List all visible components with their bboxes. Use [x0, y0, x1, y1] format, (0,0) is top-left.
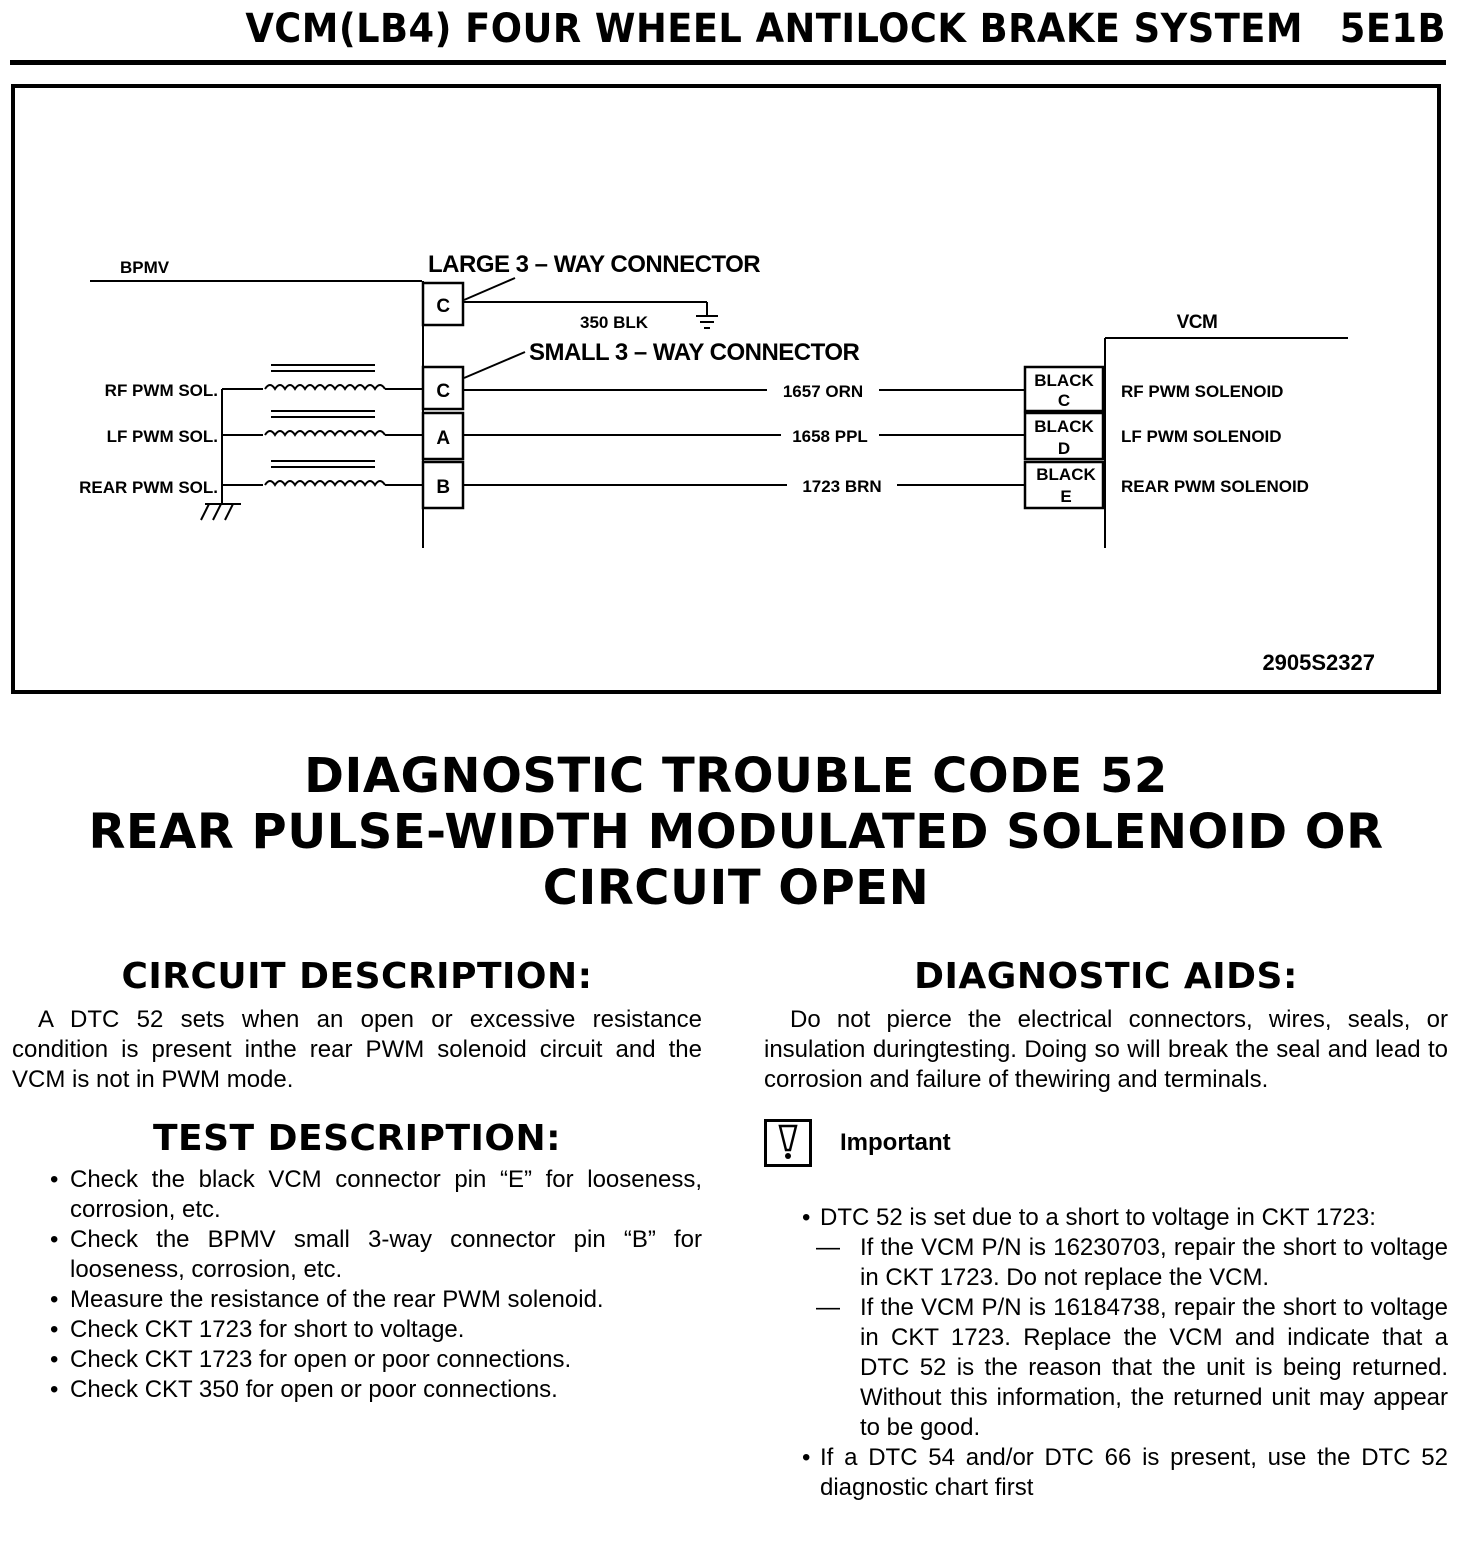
sub-list-item: — If the VCM P/N is 16230703, repair the short to voltage in CKT 1723. Do not replace the VCM. [816, 1233, 1448, 1293]
test-description-list [12, 1165, 702, 1405]
small-pin-a: A [436, 428, 450, 449]
header-rule [10, 60, 1446, 65]
diagnostic-aids-text: Do not pierce the electrical connectors, wires, seals, or insulation duringtesting. Doing so will break the seal and lead to corrosion and failure of thewiring and terminals. [764, 1006, 1448, 1093]
list-item: • Check CKT 1723 for open or poor connections. [12, 1345, 702, 1375]
lf-solenoid-label: LF PWM SOL. [106, 427, 218, 446]
sub-list-item: — If the VCM P/N is 16184738, repair the short to voltage in CKT 1723. Replace the VCM and indicate that a DTC 52 is the reason that the unit is being returned. Without this information, the returned unit may appear to be good. [816, 1293, 1448, 1443]
wire-label-1658: 1658 PPL [792, 427, 868, 446]
dtc-title-line-3: CIRCUIT OPEN [542, 860, 930, 916]
vcm-label: VCM [1176, 312, 1218, 333]
small-connector-label: SMALL 3 – WAY CONNECTOR [529, 339, 860, 366]
large-connector-label: LARGE 3 – WAY CONNECTOR [428, 251, 761, 278]
chassis-ground-tick-2 [213, 504, 221, 520]
bpmv-label: BPMV [120, 258, 170, 277]
left-column [12, 955, 702, 1405]
vcm-pin-c-color: BLACK [1034, 371, 1094, 390]
list-item: • If a DTC 54 and/or DTC 66 is present, use the DTC 52 diagnostic chart first [764, 1443, 1448, 1503]
page-header [116, 6, 1446, 52]
test-description-heading: TEST DESCRIPTION: [152, 1118, 562, 1159]
header-title: VCM(LB4) FOUR WHEEL ANTILOCK BRAKE SYSTEM [245, 6, 1303, 52]
important-icon [764, 1119, 812, 1167]
rf-coil [265, 385, 385, 389]
vcm-pin-d: D [1057, 439, 1071, 458]
right-column [764, 955, 1448, 1503]
important-bullet-1: DTC 52 is set due to a short to voltage in CKT 1723: [820, 1204, 1376, 1231]
dtc-title-line-1: DIAGNOSTIC TROUBLE CODE 52 [304, 748, 1168, 804]
list-item: • Check CKT 1723 for short to voltage. [12, 1315, 702, 1345]
small-connector-pointer [464, 352, 525, 378]
vcm-pin-c: C [1057, 391, 1071, 410]
important-label: Important [840, 1129, 951, 1156]
dtc-title [0, 748, 1472, 916]
list-item: • Check the BPMV small 3-way connector pin “B” for looseness, corrosion, etc. [12, 1225, 702, 1285]
vcm-pin-d-color: BLACK [1034, 417, 1094, 436]
rear-solenoid-label: REAR PWM SOL. [79, 478, 218, 497]
chassis-ground-tick-3 [225, 504, 233, 520]
wiring-diagram-svg [15, 88, 1437, 690]
vcm-circuit-rear: REAR PWM SOLENOID [1121, 477, 1309, 496]
dtc-title-line-2: REAR PULSE-WIDTH MODULATED SOLENOID OR [88, 804, 1384, 860]
lf-coil [265, 431, 385, 435]
list-item: • Check the black VCM connector pin “E” for looseness, corrosion, etc. [12, 1165, 702, 1225]
small-pin-b: B [436, 477, 450, 498]
large-connector-pointer [464, 278, 515, 300]
large-pin-label: C [436, 296, 450, 317]
important-notice [764, 1117, 1448, 1169]
vcm-circuit-rf: RF PWM SOLENOID [1121, 382, 1284, 401]
vcm-circuit-lf: LF PWM SOLENOID [1121, 427, 1282, 446]
wiring-diagram [11, 84, 1441, 694]
wire-label-1723: 1723 BRN [802, 477, 882, 496]
rf-solenoid-label: RF PWM SOL. [104, 381, 218, 400]
list-item: • Measure the resistance of the rear PWM solenoid. [12, 1285, 702, 1315]
list-item: • Check CKT 350 for open or poor connections. [12, 1375, 702, 1405]
small-pin-c: C [436, 381, 450, 402]
list-item [764, 1203, 1448, 1443]
circuit-description-heading: CIRCUIT DESCRIPTION: [121, 956, 593, 997]
wire-label-1657: 1657 ORN [782, 382, 864, 401]
important-list [764, 1203, 1448, 1503]
figure-id: 2905S2327 [1262, 650, 1375, 675]
vcm-pin-e: E [1060, 487, 1072, 506]
rear-coil [265, 481, 385, 485]
diagnostic-aids-heading: DIAGNOSTIC AIDS: [914, 956, 1298, 997]
vcm-pin-e-color: BLACK [1036, 465, 1096, 484]
sub-list [820, 1233, 1448, 1443]
circuit-description-text: A DTC 52 sets when an open or excessive resistance condition is present inthe rear PWM solenoid circuit and the VCM is not in PWM mode. [12, 1006, 702, 1093]
section-number: 5E1B [1339, 6, 1446, 52]
ground-wire-label: 350 BLK [580, 313, 649, 332]
chassis-ground-tick-1 [201, 504, 209, 520]
